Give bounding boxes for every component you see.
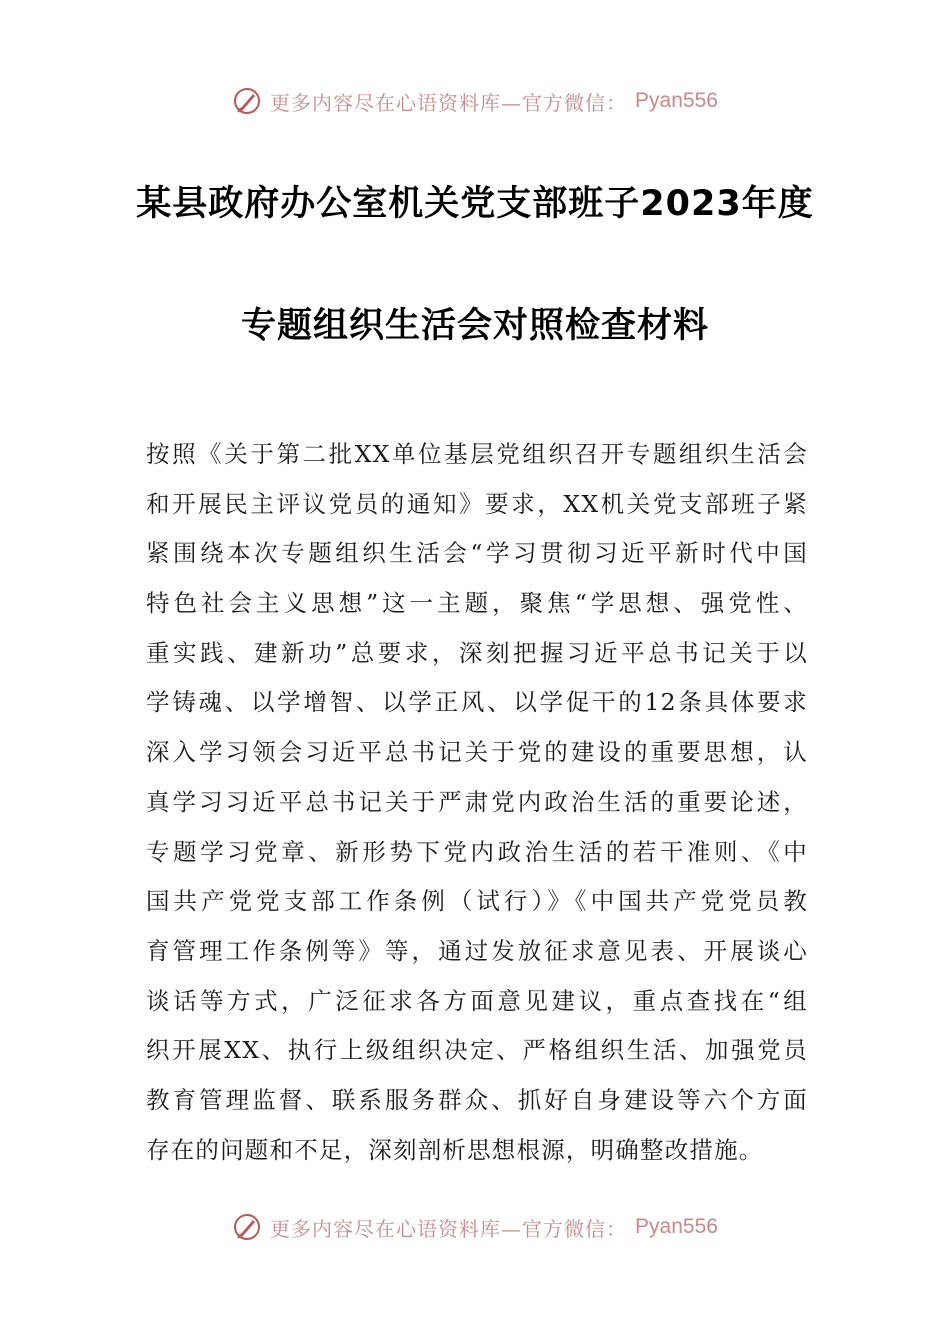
body-line: 专题学习党章、新形势下党内政治生活的若干准则、《中 bbox=[146, 837, 808, 866]
body-line: 育管理工作条例等》等，通过发放征求意见表、开展谈心 bbox=[146, 936, 808, 965]
quill-logo-icon bbox=[232, 86, 262, 116]
document-title-line-2: 专题组织生活会对照检查材料 bbox=[240, 306, 709, 346]
body-line: 学铸魂、以学增智、以学正风、以学促干的12条具体要求 bbox=[146, 688, 808, 717]
body-paragraph bbox=[146, 430, 808, 1175]
body-line: 国共产党党支部工作条例（试行）》《中国共产党党员教 bbox=[146, 887, 808, 916]
document-title-line-1: 某县政府办公室机关党支部班子2023年度 bbox=[136, 184, 814, 224]
watermark-text: 更多内容尽在心语资料库—官方微信： bbox=[270, 1216, 628, 1241]
body-line: 重实践、建新功”总要求，深刻把握习近平总书记关于以 bbox=[146, 638, 808, 667]
body-line: 深入学习领会习近平总书记关于党的建设的重要思想，认 bbox=[146, 738, 808, 767]
body-line: 存在的问题和不足，深刻剖析思想根源，明确整改措施。 bbox=[146, 1135, 764, 1164]
watermark-wechat-id: Pyan556 bbox=[635, 1215, 718, 1238]
body-line: 教育管理监督、联系服务群众、抓好自身建设等六个方面 bbox=[146, 1085, 808, 1114]
watermark-text: 更多内容尽在心语资料库—官方微信： bbox=[270, 90, 628, 115]
body-line: 真学习习近平总书记关于严肃党内政治生活的重要论述， bbox=[146, 787, 808, 816]
body-line: 紧围绕本次专题组织生活会“学习贯彻习近平新时代中国 bbox=[146, 539, 808, 568]
watermark-wechat-id: Pyan556 bbox=[635, 89, 718, 112]
header-watermark bbox=[0, 86, 950, 116]
footer-watermark bbox=[0, 1212, 950, 1242]
body-line: 按照《关于第二批XX单位基层党组织召开专题组织生活会 bbox=[146, 440, 808, 468]
body-line: 织开展XX、执行上级组织决定、严格组织生活、加强党员 bbox=[146, 1036, 808, 1065]
body-line: 谈话等方式，广泛征求各方面意见建议，重点查找在“组 bbox=[146, 986, 808, 1015]
quill-logo-icon bbox=[232, 1212, 262, 1242]
body-line: 特色社会主义思想”这一主题，聚焦“学思想、强党性、 bbox=[146, 589, 808, 618]
body-line: 和开展民主评议党员的通知》要求，XX机关党支部班子紧 bbox=[146, 489, 808, 518]
